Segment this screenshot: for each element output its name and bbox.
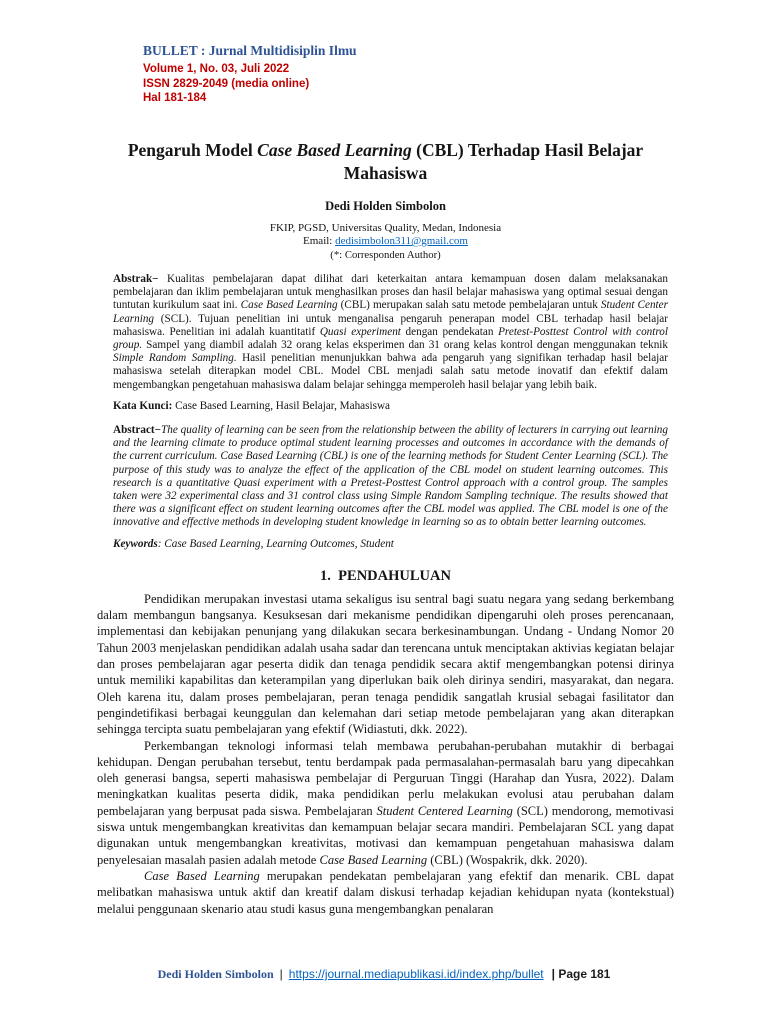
abstract-indonesian: Abstrak− Kualitas pembelajaran dapat dilihat dari keterkaitan antara kemampuan dosen dalam melaksanakan pembelajaran dan iklim pembelajaran untuk menghasilkan proses dan hasil belajar mahasiswa yang optimal sesuai dengan tuntutan kurikulum saat ini. Case Based Learning (CBL) merupakan salah satu metode pembelajaran untuk Student Center Learning (SCL). Tujuan penelitian ini untuk menganalisa pengaruh penerapan model CBL terhadap hasil belajar mahasiswa. Penelitian ini adalah kuantitatif Quasi experiment dengan pendekatan Pretest-Posttest Control with control group. Sampel yang diambil adalah 32 orang kelas eksperimen dan 31 orang kelas kontrol dengan menggunakan teknik Simple Random Sampling. Hasil penelitian menunjukkan bahwa ada pengaruh yang signifikan terhadap hasil belajar mahasiswa setelah diterapkan model CBL. Model CBL menjadi salah satu metode inovatif dan efektif dalam mengembangkan pengetahuan mahasiswa dalam belajar sehingga memperoleh hasil belajar yang lebih baik.	[113, 273, 668, 391]
body-paragraph-1: Pendidikan merupakan investasi utama sekaligus isu sentral bagi suatu negara yang sedang berkembang dalam membangun bangsanya. Kesuksesan dari mekanisme pendidikan dipengaruhi oleh proses perencanaan, implementasi dan kebijakan penunjang yang dilakukan secara berkesinambungan. Undang - Undang Nomor 20 Tahun 2003 menjelaskan pendidikan adalah usaha sadar dan terencana untuk menciptakan aktivias kegiatan belajar dan proses pembelajaran agar peserta didik dan tenaga pendidik secara aktif mengembangkan potensi dirinya untuk memiliki kapabilitas dan keterampilan yang diperlukan baik oleh dirinya sendiri, masyarakat, dan negara. Oleh karena itu, dalam proses pembelajaran, peran tenaga pendidik sangatlah krusial sebagai fasilitator dan pengindetifikasi berbagai keunggulan dan kelemahan dari setiap metode pembelajaran yang akan diterapkan sehingga tercipta suatu pembelajaran yang efektif (Widiastuti, dkk. 2022).	[97, 591, 674, 737]
keywords-line: Keywords: Case Based Learning, Learning Outcomes, Student	[113, 537, 394, 550]
journal-pages-line: Hal 181-184	[143, 92, 207, 104]
section-heading-pendahuluan: 1. PENDAHULUAN	[320, 567, 451, 584]
footer-url-link[interactable]: https://journal.mediapublikasi.id/index.php/bullet	[288, 967, 544, 981]
author-name: Dedi Holden Simbolon	[325, 198, 446, 213]
footer-separator: |	[279, 967, 283, 981]
journal-volume-line: Volume 1, No. 03, Juli 2022	[143, 63, 290, 75]
email-link[interactable]: dedisimbolon311@gmail.com	[335, 235, 468, 247]
page-footer	[0, 967, 768, 982]
email-label: Email:	[303, 235, 336, 247]
abstract-english: Abstract−The quality of learning can be seen from the relationship between the ability of lecturers in carrying out learning and the learning climate to produce optimal student learning processes and outcomes in accordance with the demands of the current curriculum. Case Based Learning (CBL) is one of the learning methods for Student Center Learning (SCL). The purpose of this study was to analyze the effect of the application of the CBL model on student learning outcomes. This research is a quantitative Quasi experiment with a Pretest-Posttest Control approach with a control group. The samples taken were 32 experimental class and 31 control class using Simple Random Sampling technique. The results showed that there was a significant effect on student learning outcomes after the CBL model was applied. The CBL model is one of the innovative and effective methods in developing student knowledge in learning so as to obtain better learning outcomes.	[113, 424, 668, 529]
footer-page-number: | Page 181	[551, 967, 611, 981]
body-paragraph-2: Perkembangan teknologi informasi telah membawa perubahan-perubahan mutakhir di berbagai kehidupan. Dengan perubahan tersebut, tentu berdampak pada permasalahan-permasalah baru yang dipecahkan oleh generasi bangsa, seperti mahasiswa pembelajar di Perguruan Tinggi (Harahap dan Yusra, 2022). Dalam meningkatkan kualitas peserta didik, maka pendidikan perlu melakukan evolusi atau perubahan dalam pembelajaran yang berpusat pada siswa. Pembelajaran Student Centered Learning (SCL) mendorong, memotivasi siswa untuk mengembangkan kreativitas dan kemampuan belajar secara mandiri. Pembelajaran SCL yang dapat digunakan untuk mengembangkan kreativitas, motivasi dan kemampuan pengetahuan mahasiswa dalam penyelesaian masalah pasien adalah metode Case Based Learning (CBL) (Wospakrik, dkk. 2020).	[97, 738, 674, 867]
journal-issn-line: ISSN 2829-2049 (media online)	[143, 77, 310, 90]
email-line	[97, 235, 674, 249]
journal-header	[143, 42, 674, 106]
article-title: Pengaruh Model Case Based Learning (CBL) Terhadap Hasil Belajar Mahasiswa	[127, 139, 644, 183]
correspondence-note: (*: Corresponden Author)	[330, 248, 441, 261]
journal-title: BULLET : Jurnal Multidisiplin Ilmu	[143, 43, 357, 58]
affiliation: FKIP, PGSD, Universitas Quality, Medan, Indonesia	[269, 221, 502, 234]
footer-author: Dedi Holden Simbolon	[157, 967, 274, 981]
kata-kunci-line: Kata Kunci: Case Based Learning, Hasil Belajar, Mahasiswa	[113, 399, 391, 412]
body-paragraph-3: Case Based Learning merupakan pendekatan pembelajaran yang efektif dan menarik. CBL dapat melibatkan mahasiswa untuk aktif dan kreatif dalam diskusi terhadap kejadian kehidupan nyata (kontekstual) melalui penggunaan skenario atau studi kasus guna mengembangkan penalaran	[97, 868, 674, 916]
